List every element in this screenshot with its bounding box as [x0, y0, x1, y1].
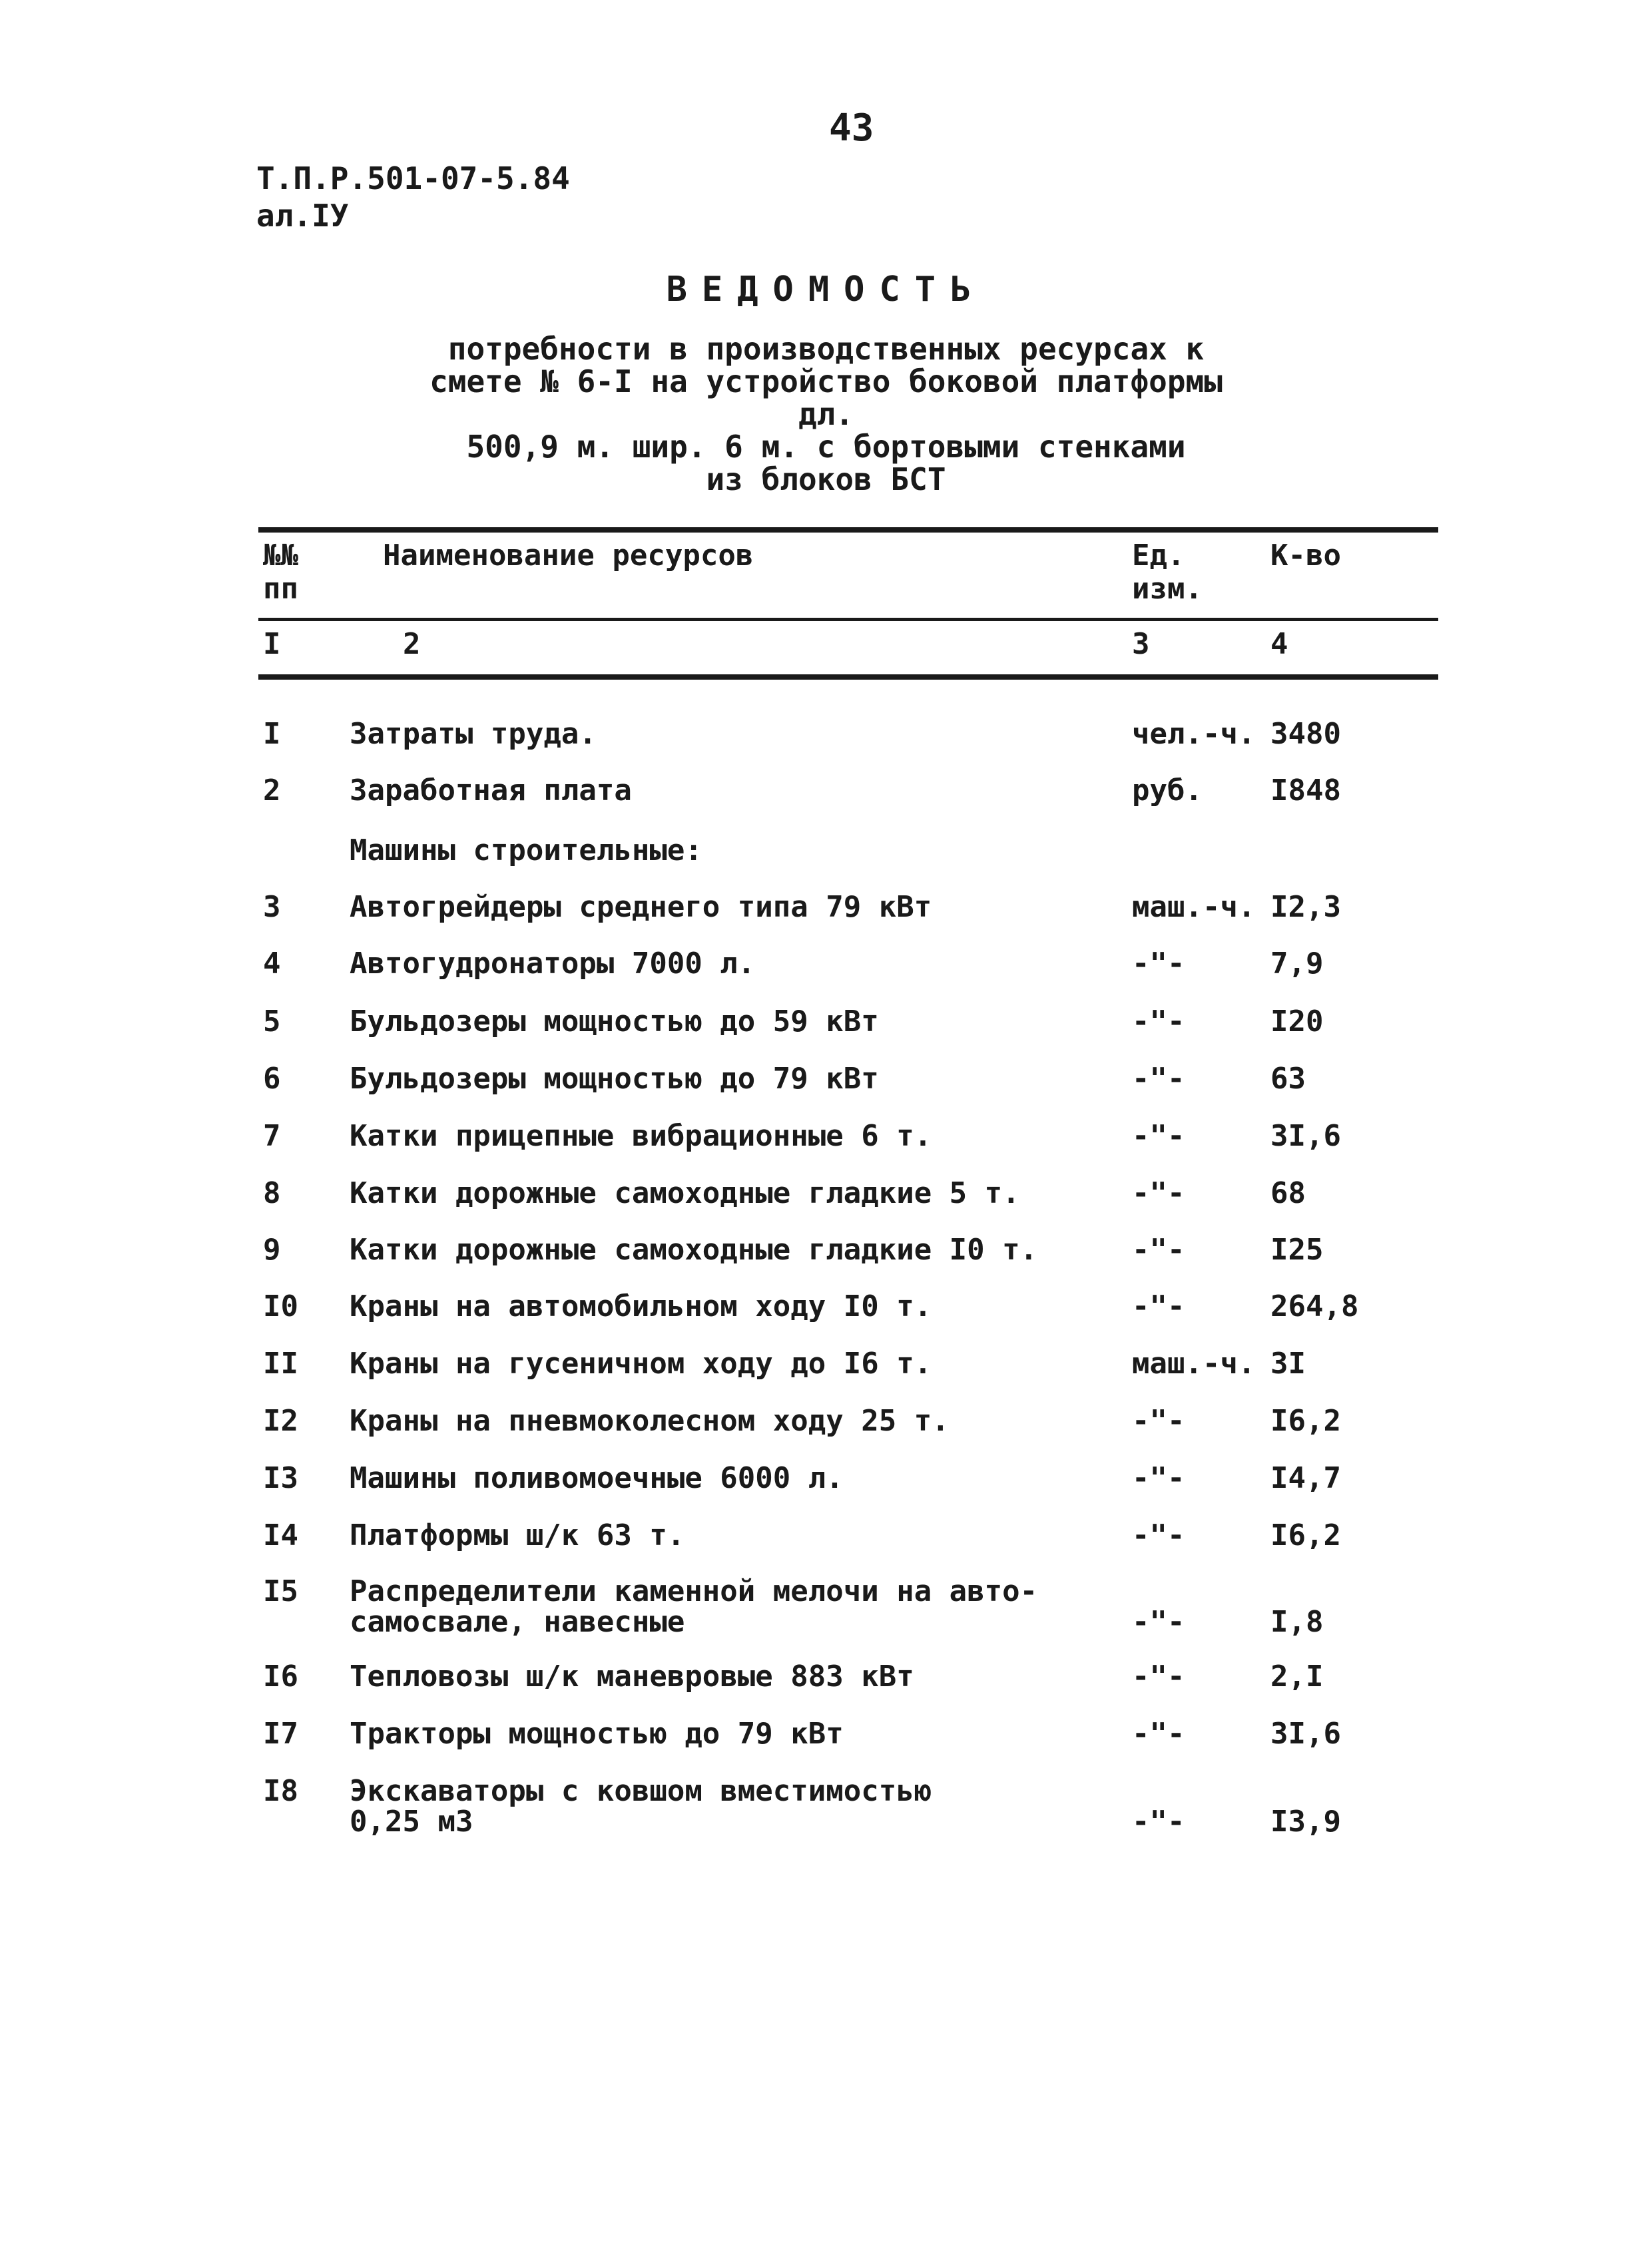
- row-quantity: 68: [1270, 1176, 1306, 1210]
- row-number: 4: [263, 947, 281, 981]
- row-number: I2: [263, 1404, 298, 1438]
- row-unit: маш.-ч.: [1132, 1347, 1256, 1381]
- row-unit: чел.-ч.: [1132, 717, 1256, 751]
- row-unit: -"-: [1132, 947, 1185, 981]
- row-name-line: Заработная плата: [350, 774, 632, 807]
- column-number-3: 3: [1132, 627, 1150, 661]
- row-name-line: Машины поливомоечные 6000 л.: [350, 1461, 844, 1495]
- row-quantity: 63: [1270, 1062, 1306, 1096]
- header-quantity: К-во: [1270, 539, 1341, 572]
- row-number: 7: [263, 1119, 281, 1153]
- row-unit: -"-: [1132, 1119, 1185, 1153]
- row-name: [350, 1520, 1082, 1551]
- row-name: [350, 1349, 1082, 1379]
- row-name: [350, 1662, 1082, 1692]
- row-name-line: Краны на гусеничном ходу до I6 т.: [350, 1347, 932, 1381]
- row-name-line: Распределители каменной мелочи на авто-: [350, 1574, 1038, 1608]
- subtitle-line-1: потребности в производственных ресурсах к смете № 6-I на устройство боковой платформы дл.: [429, 331, 1223, 432]
- row-name: [350, 1463, 1082, 1494]
- row-unit: руб.: [1132, 774, 1203, 807]
- row-number: I8: [263, 1774, 298, 1808]
- row-name-line: 0,25 м3: [350, 1805, 473, 1839]
- row-unit: -"-: [1132, 1805, 1185, 1839]
- row-quantity: 3480: [1270, 717, 1341, 751]
- row-name-line: Автогудронаторы 7000 л.: [350, 947, 756, 981]
- row-unit: маш.-ч.: [1132, 890, 1256, 924]
- row-name: [350, 1406, 1082, 1437]
- row-unit: -"-: [1132, 1404, 1185, 1438]
- row-name-line: Тракторы мощностью до 79 кВт: [350, 1717, 844, 1751]
- row-name-line: Катки дорожные самоходные гладкие I0 т.: [350, 1233, 1038, 1267]
- row-name-line: Тепловозы ш/к маневровые 883 кВт: [350, 1660, 914, 1694]
- row-number: I6: [263, 1660, 298, 1694]
- row-quantity: I20: [1270, 1005, 1324, 1038]
- document-code: [256, 160, 570, 234]
- section-label: Машины строительные:: [350, 833, 702, 867]
- row-quantity: I848: [1270, 774, 1341, 807]
- row-name-line: Бульдозеры мощностью до 79 кВт: [350, 1062, 879, 1096]
- header-unit-line-2: изм.: [1132, 572, 1203, 606]
- table-top-rule: [258, 527, 1438, 533]
- header-number-line-1: №№: [263, 539, 298, 572]
- row-number: 5: [263, 1005, 281, 1038]
- row-number: 2: [263, 774, 281, 807]
- row-name: [350, 1576, 1082, 1638]
- document-code-line-1: Т.П.Р.501-07-5.84: [256, 160, 570, 196]
- header-unit: [1132, 539, 1203, 606]
- row-number: 8: [263, 1176, 281, 1210]
- row-quantity: 7,9: [1270, 947, 1324, 981]
- row-quantity: 264,8: [1270, 1289, 1359, 1323]
- row-unit: -"-: [1132, 1289, 1185, 1323]
- row-number: I7: [263, 1717, 298, 1751]
- row-unit: -"-: [1132, 1233, 1185, 1267]
- column-number-1: I: [263, 627, 281, 661]
- column-number-4: 4: [1270, 627, 1288, 661]
- row-quantity: 3I: [1270, 1347, 1306, 1381]
- row-name-line: Экскаваторы с ковшом вместимостью: [350, 1774, 932, 1808]
- row-name: [350, 1121, 1082, 1152]
- row-name-line: Катки дорожные самоходные гладкие 5 т.: [350, 1176, 1020, 1210]
- row-name-line: Затраты труда.: [350, 717, 597, 751]
- row-unit: -"-: [1132, 1717, 1185, 1751]
- column-numbers-rule: [258, 674, 1438, 680]
- row-number: 3: [263, 890, 281, 924]
- header-rule: [258, 618, 1438, 621]
- row-number: I3: [263, 1461, 298, 1495]
- page-number: 43: [829, 107, 874, 150]
- row-name-line: Краны на автомобильном ходу I0 т.: [350, 1289, 932, 1323]
- row-quantity: I6,2: [1270, 1518, 1341, 1552]
- row-name: [350, 1235, 1082, 1265]
- row-number: 6: [263, 1062, 281, 1096]
- row-name: [350, 1064, 1082, 1094]
- header-name: Наименование ресурсов: [383, 539, 754, 572]
- row-quantity: 2,I: [1270, 1660, 1324, 1694]
- row-name-line: Краны на пневмоколесном ходу 25 т.: [350, 1404, 950, 1438]
- row-number: I0: [263, 1289, 298, 1323]
- row-unit: -"-: [1132, 1660, 1185, 1694]
- header-unit-line-1: Ед.: [1132, 539, 1185, 572]
- row-quantity: I,8: [1270, 1605, 1324, 1639]
- document-title: ВЕДОМОСТЬ: [666, 270, 986, 310]
- row-name-line: Автогрейдеры среднего типа 79 кВт: [350, 890, 932, 924]
- row-name: [350, 1776, 1082, 1837]
- row-unit: -"-: [1132, 1605, 1185, 1639]
- row-unit: -"-: [1132, 1062, 1185, 1096]
- row-name: [350, 1291, 1082, 1322]
- column-number-2: 2: [403, 627, 421, 661]
- row-number: II: [263, 1347, 298, 1381]
- row-number: I: [263, 717, 281, 751]
- row-name: [350, 719, 1082, 750]
- row-name: [350, 1719, 1082, 1749]
- subtitle-line-3: из блоков БСТ: [706, 461, 946, 497]
- row-number: I5: [263, 1574, 298, 1608]
- header-number: [263, 539, 298, 606]
- row-quantity: I2,3: [1270, 890, 1341, 924]
- row-quantity: I6,2: [1270, 1404, 1341, 1438]
- row-quantity: 3I,6: [1270, 1717, 1341, 1751]
- row-name-line: Катки прицепные вибрационные 6 т.: [350, 1119, 932, 1153]
- document-subtitle: [0, 333, 1652, 496]
- row-quantity: I4,7: [1270, 1461, 1341, 1495]
- row-unit: -"-: [1132, 1461, 1185, 1495]
- row-name: [350, 1007, 1082, 1037]
- row-unit: -"-: [1132, 1176, 1185, 1210]
- row-unit: -"-: [1132, 1005, 1185, 1038]
- row-name: [350, 776, 1082, 806]
- row-unit: -"-: [1132, 1518, 1185, 1552]
- row-name: [350, 892, 1082, 923]
- header-number-line-2: пп: [263, 572, 298, 606]
- subtitle-line-2: 500,9 м. шир. 6 м. с бортовыми стенками: [466, 429, 1186, 465]
- row-quantity: 3I,6: [1270, 1119, 1341, 1153]
- row-quantity: I3,9: [1270, 1805, 1341, 1839]
- row-name: [350, 1178, 1082, 1209]
- row-name-line: Платформы ш/к 63 т.: [350, 1518, 685, 1552]
- row-number: 9: [263, 1233, 281, 1267]
- document-code-line-2: ал.IУ: [256, 198, 349, 234]
- row-quantity: I25: [1270, 1233, 1324, 1267]
- row-number: I4: [263, 1518, 298, 1552]
- row-name-line: самосвале, навесные: [350, 1605, 685, 1639]
- row-name-line: Бульдозеры мощностью до 59 кВт: [350, 1005, 879, 1038]
- row-name: [350, 949, 1082, 979]
